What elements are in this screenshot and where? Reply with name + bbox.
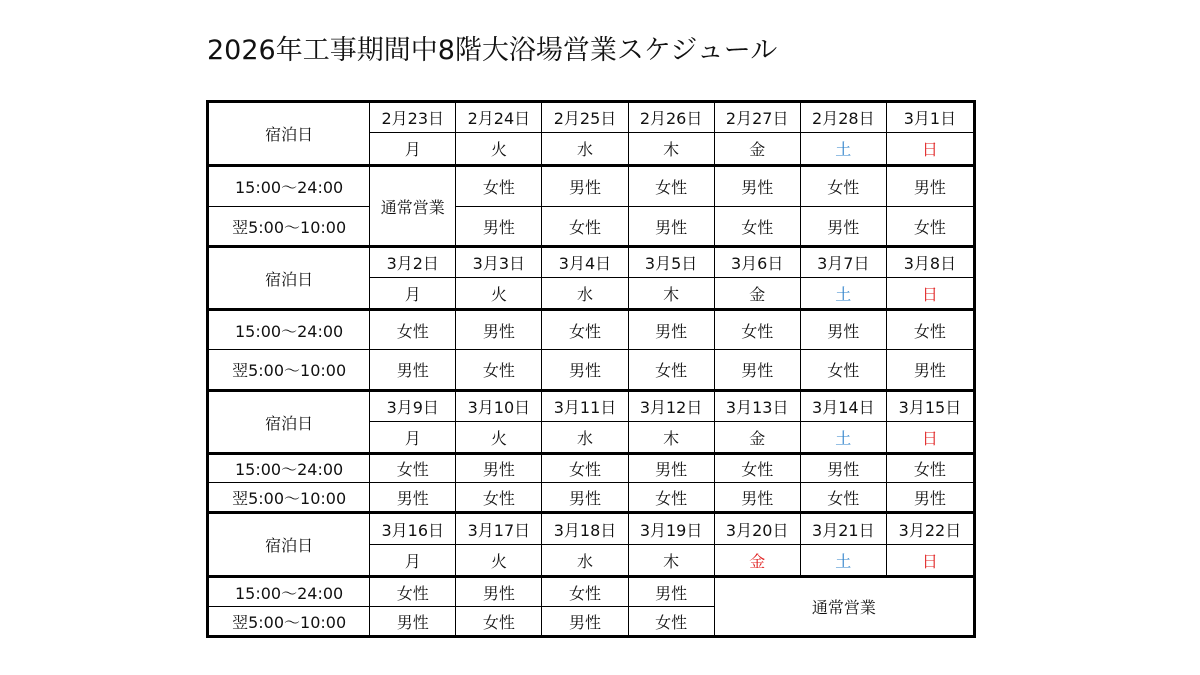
- weekday-cell-saturday: 土: [800, 133, 886, 166]
- stay-day-label: 宿泊日: [208, 247, 370, 310]
- weekday-cell: 木: [628, 278, 714, 310]
- gender-cell: 女性: [886, 454, 974, 483]
- gender-cell: 男性: [456, 577, 542, 607]
- weekday-cell: 水: [542, 133, 628, 166]
- gender-cell: 男性: [456, 310, 542, 350]
- weekday-cell-sunday: 日: [886, 133, 974, 166]
- date-cell: 3月18日: [542, 513, 628, 545]
- date-cell: 3月19日: [628, 513, 714, 545]
- week1-date-row: [208, 102, 975, 133]
- gender-cell: 男性: [370, 483, 456, 513]
- week4-evening-row: [208, 577, 975, 607]
- gender-cell: 女性: [542, 454, 628, 483]
- gender-cell: 男性: [542, 607, 628, 637]
- gender-cell: 女性: [628, 483, 714, 513]
- gender-cell: 女性: [714, 207, 800, 247]
- gender-cell: 女性: [456, 350, 542, 391]
- gender-cell: 女性: [800, 350, 886, 391]
- date-cell: 3月12日: [628, 391, 714, 422]
- date-cell: 3月11日: [542, 391, 628, 422]
- week4-date-row: [208, 513, 975, 545]
- date-cell: 3月5日: [628, 247, 714, 278]
- week2-evening-row: [208, 310, 975, 350]
- gender-cell: 男性: [628, 577, 714, 607]
- date-cell: 3月4日: [542, 247, 628, 278]
- date-cell: 3月22日: [886, 513, 974, 545]
- gender-cell: 女性: [628, 350, 714, 391]
- evening-time-label: 15:00～24:00: [208, 166, 370, 207]
- gender-cell: 女性: [370, 577, 456, 607]
- date-cell: 2月25日: [542, 102, 628, 133]
- weekday-cell: 水: [542, 422, 628, 454]
- gender-cell: 男性: [542, 166, 628, 207]
- gender-cell: 女性: [456, 166, 542, 207]
- date-cell: 3月14日: [800, 391, 886, 422]
- weekday-cell: 水: [542, 545, 628, 577]
- gender-cell: 女性: [628, 166, 714, 207]
- weekday-cell: 火: [456, 545, 542, 577]
- morning-time-label: 翌5:00～10:00: [208, 483, 370, 513]
- gender-cell: 男性: [542, 483, 628, 513]
- evening-time-label: 15:00～24:00: [208, 577, 370, 607]
- date-cell: 2月24日: [456, 102, 542, 133]
- week3-evening-row: [208, 454, 975, 483]
- weekday-cell-sunday: 日: [886, 545, 974, 577]
- date-cell: 2月28日: [800, 102, 886, 133]
- date-cell: 3月17日: [456, 513, 542, 545]
- date-cell: 3月6日: [714, 247, 800, 278]
- gender-cell: 男性: [628, 454, 714, 483]
- weekday-cell-saturday: 土: [800, 545, 886, 577]
- weekday-cell: 木: [628, 422, 714, 454]
- evening-time-label: 15:00～24:00: [208, 310, 370, 350]
- gender-cell: 女性: [714, 310, 800, 350]
- date-cell: 3月2日: [370, 247, 456, 278]
- weekday-cell: 月: [370, 545, 456, 577]
- weekday-cell: 月: [370, 278, 456, 310]
- gender-cell: 男性: [628, 310, 714, 350]
- weekday-cell: 月: [370, 422, 456, 454]
- gender-cell: 女性: [542, 577, 628, 607]
- stay-day-label: 宿泊日: [208, 102, 370, 166]
- week3-date-row: [208, 391, 975, 422]
- date-cell: 2月27日: [714, 102, 800, 133]
- stay-day-label: 宿泊日: [208, 513, 370, 577]
- gender-cell: 女性: [542, 207, 628, 247]
- date-cell: 3月13日: [714, 391, 800, 422]
- weekday-cell: 火: [456, 133, 542, 166]
- gender-cell: 男性: [800, 454, 886, 483]
- gender-cell: 男性: [714, 350, 800, 391]
- gender-cell: 女性: [370, 454, 456, 483]
- weekday-cell: 金: [714, 278, 800, 310]
- date-cell: 2月26日: [628, 102, 714, 133]
- gender-cell: 男性: [542, 350, 628, 391]
- gender-cell: 男性: [800, 207, 886, 247]
- gender-cell: 男性: [886, 166, 974, 207]
- weekday-cell-holiday: 金: [714, 545, 800, 577]
- date-cell: 2月23日: [370, 102, 456, 133]
- gender-cell: 男性: [714, 483, 800, 513]
- weekday-cell: 月: [370, 133, 456, 166]
- gender-cell: 女性: [886, 207, 974, 247]
- bath-schedule-table: [206, 100, 976, 638]
- week1-evening-row: [208, 166, 975, 207]
- gender-cell: 男性: [370, 350, 456, 391]
- weekday-cell: 火: [456, 278, 542, 310]
- gender-cell: 男性: [886, 483, 974, 513]
- weekday-cell: 火: [456, 422, 542, 454]
- gender-cell: 女性: [714, 454, 800, 483]
- weekday-cell-sunday: 日: [886, 278, 974, 310]
- gender-cell: 男性: [370, 607, 456, 637]
- week3-morning-row: [208, 483, 975, 513]
- date-cell: 3月15日: [886, 391, 974, 422]
- gender-cell: 男性: [628, 207, 714, 247]
- date-cell: 3月3日: [456, 247, 542, 278]
- gender-cell: 男性: [800, 310, 886, 350]
- weekday-cell-sunday: 日: [886, 422, 974, 454]
- gender-cell: 女性: [542, 310, 628, 350]
- evening-time-label: 15:00～24:00: [208, 454, 370, 483]
- gender-cell: 女性: [800, 166, 886, 207]
- gender-cell: 女性: [886, 310, 974, 350]
- date-cell: 3月10日: [456, 391, 542, 422]
- weekday-cell-saturday: 土: [800, 278, 886, 310]
- gender-cell: 女性: [370, 310, 456, 350]
- gender-cell: 女性: [800, 483, 886, 513]
- gender-cell: 女性: [456, 607, 542, 637]
- gender-cell: 男性: [456, 207, 542, 247]
- weekday-cell: 木: [628, 133, 714, 166]
- weekday-cell: 水: [542, 278, 628, 310]
- morning-time-label: 翌5:00～10:00: [208, 207, 370, 247]
- weekday-cell-saturday: 土: [800, 422, 886, 454]
- date-cell: 3月20日: [714, 513, 800, 545]
- gender-cell: 女性: [628, 607, 714, 637]
- date-cell: 3月21日: [800, 513, 886, 545]
- gender-cell: 女性: [456, 483, 542, 513]
- week2-morning-row: [208, 350, 975, 391]
- gender-cell: 男性: [714, 166, 800, 207]
- normal-business-cell: 通常営業: [714, 577, 974, 637]
- stay-day-label: 宿泊日: [208, 391, 370, 454]
- weekday-cell: 木: [628, 545, 714, 577]
- gender-cell: 男性: [886, 350, 974, 391]
- date-cell: 3月9日: [370, 391, 456, 422]
- date-cell: 3月16日: [370, 513, 456, 545]
- week2-date-row: [208, 247, 975, 278]
- date-cell: 3月1日: [886, 102, 974, 133]
- date-cell: 3月7日: [800, 247, 886, 278]
- date-cell: 3月8日: [886, 247, 974, 278]
- week1-morning-row: [208, 207, 975, 247]
- weekday-cell: 金: [714, 422, 800, 454]
- weekday-cell: 金: [714, 133, 800, 166]
- morning-time-label: 翌5:00～10:00: [208, 607, 370, 637]
- gender-cell: 男性: [456, 454, 542, 483]
- morning-time-label: 翌5:00～10:00: [208, 350, 370, 391]
- normal-business-cell: 通常営業: [370, 166, 456, 247]
- page-title: 2026年工事期間中8階大浴場営業スケジュール: [207, 35, 778, 66]
